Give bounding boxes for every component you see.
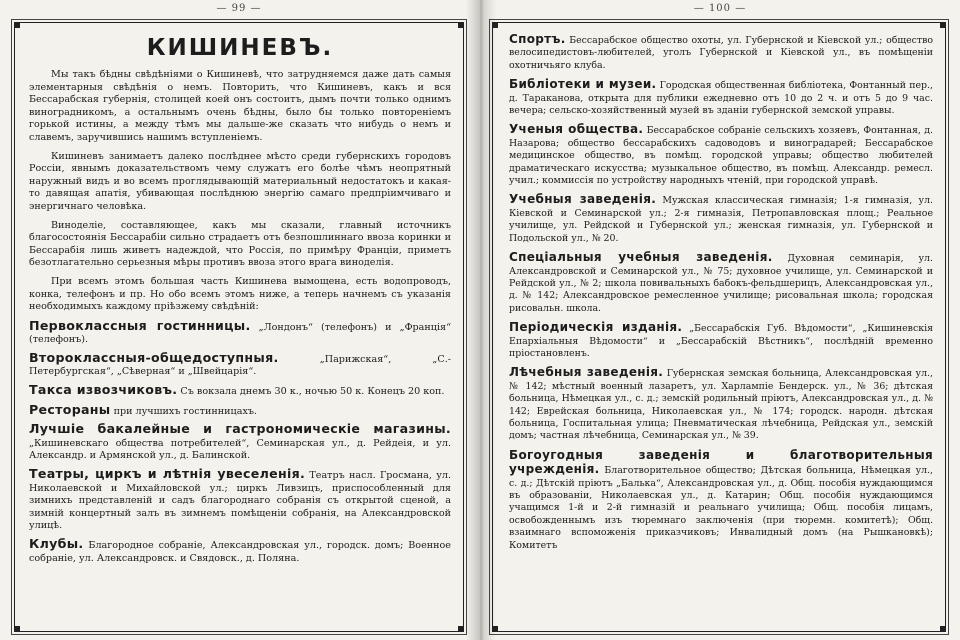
frame-corner xyxy=(458,626,464,632)
entry-hotels-second-class xyxy=(29,349,451,379)
right-page-frame xyxy=(492,22,946,632)
entry-text: Духовная семинарія, ул. Александровской и Семинарской ул., № 75; духовное училище, ул. Семинарской и Рейдской ул., № 2; школа повивальныхъ бабокъ-фельдшерицъ, Александровская ул., д. № 142; Александровское ремесленное училище; рисовальная школа; городская рисовальн. школа. xyxy=(509,253,933,314)
intro-paragraph: Кишиневъ занимаетъ далеко послѣднее мѣсто среди губернскихъ городовъ Россіи, явнымъ доказательствомъ чему служатъ его болѣе чѣмъ неопрятный наружный видъ и во всемъ проглядывающій материальный недостатокъ и какая-то давящая апатія, убивающая послѣднюю энергію самаго предпріимчиваго и энергичнаго человѣка. xyxy=(29,150,451,212)
frame-corner xyxy=(492,626,498,632)
entry-heading: Спортъ. xyxy=(509,32,566,46)
entry-text: Бессарабское общество охоты, ул. Губернской и Кіевской ул.; общество велосипедистовъ-любителей, уголъ Губернской и Кіевской ул., въ помѣщеніи охотничьяго клуба. xyxy=(509,35,933,71)
entry-theatres xyxy=(29,468,451,533)
entry-text: „Парижская“, „С.-Петербургская“, „Сѣверная“ и „Швейцарія“. xyxy=(29,353,451,378)
entry-schools xyxy=(509,193,933,245)
entry-text: Благотворительное общество; Дѣтская больница, Нѣмецкая ул., с. д.; Дѣтскій пріютъ „Балька“, Александровская ул., д. Общ. пособія нуждающимся въ образованіи, Николаевская ул., д. Катарин; Общ. пособія нуждающимся учащимся 1-й и 2-й гимназій и реальнаго училища; Общ. пособія лицамъ, освобожденнымъ изъ тюремнаго заключенія (при тюремн. комитетѣ); Общ. взаимнаго вспоможенія приказчиковъ; Инвалидный домъ (на Рышкановкѣ); Комитетъ xyxy=(509,465,933,551)
entry-text: Театръ насл. Гросмана, ул. Николаевской и Михайловской ул.; циркъ Ливзицъ, приспособленный для зимнихъ представленій и садъ благороднаго собранія съ открытой сценой, а зимній концертный залъ въ зимнемъ помѣщеніи собранія, на Александровской улицѣ. xyxy=(29,470,452,532)
frame-corner xyxy=(14,626,20,632)
entry-hotels-first-class xyxy=(29,317,451,347)
entry-heading: Такса извозчиковъ. xyxy=(29,382,178,398)
entry-medical-institutions xyxy=(509,366,933,442)
entry-cab-fares xyxy=(29,384,451,399)
entry-text: Благородное собраніе, Александровская ул., городск. домъ; Военное собраніе, ул. Александровск. и Свядовск., д. Поляна. xyxy=(29,540,451,564)
entry-heading: Театры, циркъ и лѣтнія увеселенія. xyxy=(29,466,306,482)
entry-libraries-museums xyxy=(509,78,933,117)
entry-text: при лучшихъ гостинницахъ. xyxy=(113,405,258,417)
entry-heading: Лѣчебныя заведенія. xyxy=(509,365,664,380)
entry-heading: Богоугодныя заведенія и благотворительныя учрежденія. xyxy=(509,447,933,477)
entry-text: „Бессарабскія Губ. Вѣдомости“, „Кишиневскія Епархіальныя Вѣдомости“ и „Бессарабскій Вѣстникъ“, послѣдній временно пріостановленъ. xyxy=(509,323,933,359)
entry-heading: Періодическія изданія. xyxy=(509,320,683,335)
frame-corner xyxy=(458,22,464,28)
entry-heading: Ученыя общества. xyxy=(509,122,644,137)
entry-text: Губернская земская больница, Александровская ул., № 142; мѣстный военный лазаретъ, ул. Харлампіе Бендерск. ул., № 36; дѣтская больница, Нѣмецкая ул., с. д.; земскій родильный пріютъ, Александровская ул., д. № 142; Еврейская больница, Николаевская ул., № 174; городск. народн. дѣтская больница, Госпитальная улица; Пневматическая лѣчебница, Рейдская ул., земскій домъ; частная лѣчебница, Семинарская ул., № 39. xyxy=(509,368,933,442)
entry-heading: Рестораны xyxy=(29,401,111,417)
entry-sport xyxy=(509,33,933,72)
entry-heading: Второклассныя-общедоступныя. xyxy=(29,349,279,365)
left-page xyxy=(0,0,478,640)
left-page-number: — 99 — xyxy=(216,3,262,14)
left-page-frame xyxy=(14,22,464,632)
entry-heading: Библіотеки и музеи. xyxy=(509,77,657,92)
entry-heading: Спеціальныя учебныя заведенія. xyxy=(509,250,773,265)
entry-text: Бессарабское собраніе сельскихъ хозяевъ, Фонтанная, д. Назарова; общество бессарабскихъ садоводовъ и виноградарей; Бессарабское медицинское общество, въ помѣщ. городской управы; общество любителей драматическаго искусства; музыкальное общество, въ помѣщ. Александр. ремесл. учил.; коммиссія по устройству народныхъ чтеній, при городской управѣ. xyxy=(509,125,933,187)
entry-grocery-stores xyxy=(29,423,451,463)
frame-corner xyxy=(940,626,946,632)
entry-text: Городская общественная библіотека, Фонтанный пер., д. Тараканова, открыта для публики ежедневно отъ 10 до 2 ч. и отъ 5 до 9 час. вечера; сельско-хозяйственный музей въ зданіи губернской земской управы. xyxy=(509,80,933,117)
entry-text: Мужская классическая гимназія; 1-я гимназія, ул. Кіевской и Семинарской ул.; 2-я гимназія, Петропавловская площ.; Реальное училище, ул. Рейдской и Губернской ул.; женская гимназія, ул. Губернской и Подольской ул., № 20. xyxy=(509,195,934,244)
right-page-number: — 100 — xyxy=(693,3,747,14)
intro-paragraph: Мы такъ бѣдны свѣдѣніями о Кишиневѣ, что затрудняемся даже дать самыя элементарныя свѣдѣнія о немъ. Повторить, что Кишиневъ, какъ и вся Бессарабская губернія, столицей коей онъ состоитъ, дымъ почти только однимъ виноградникомъ, а остальнымъ очень бѣдны, было бы только повтореніемъ горькой истины, а между тѣмъ мы дальше-же сказать что нибудь о немъ и славемъ, заручившись нашимъ вступленіемъ. xyxy=(29,69,451,143)
page-title: КИШИНЕВЪ. xyxy=(146,35,334,61)
right-page xyxy=(478,0,960,640)
entry-restaurants xyxy=(29,401,451,419)
entry-special-schools xyxy=(509,251,933,315)
entry-heading: Лучшіе бакалейные и гастрономическіе магазины. xyxy=(29,421,451,437)
intro-paragraph: Виноделіе, составляющее, какъ мы сказали, главный источникъ благосостоянія Бессарабіи сильно страдаетъ отъ безпошлиннаго ввоза коринки и Бессарабія лишь живетъ надеждой, что Россія, по примѣру Франціи, приметъ безотлагательно серьезныя мѣры противъ ввоза этого врага виноделія. xyxy=(29,219,451,269)
entry-text: „Кишиневскаго общества потребителей“, Семинарская ул., д. Рейдеія, и ул. Александр. и Армянской ул., д. Балинской. xyxy=(29,437,451,462)
entry-heading: Первоклассныя гостинницы. xyxy=(29,317,251,333)
entry-heading: Учебныя заведенія. xyxy=(509,192,657,207)
entry-text: Съ вокзала днемъ 30 к., ночью 50 к. Конецъ 20 коп. xyxy=(180,386,445,398)
entry-text: „Лондонъ“ (телефонъ) и „Франція“ (телефонъ). xyxy=(29,321,451,346)
entry-clubs xyxy=(29,538,451,565)
entry-periodicals xyxy=(509,321,933,360)
frame-corner xyxy=(14,22,20,28)
frame-corner xyxy=(940,22,946,28)
entry-heading: Клубы. xyxy=(29,536,84,551)
entry-learned-societies xyxy=(509,123,933,187)
intro-paragraph: При всемъ этомъ большая часть Кишинева вымощена, есть водопроводъ, конка, телефонъ и пр. Но обо всемъ этомъ ниже, а теперь начнемъ съ указанія необходимыхъ каждому пріѣзжему свѣдѣній: xyxy=(29,275,451,313)
frame-corner xyxy=(492,22,498,28)
entry-charities xyxy=(509,449,933,552)
